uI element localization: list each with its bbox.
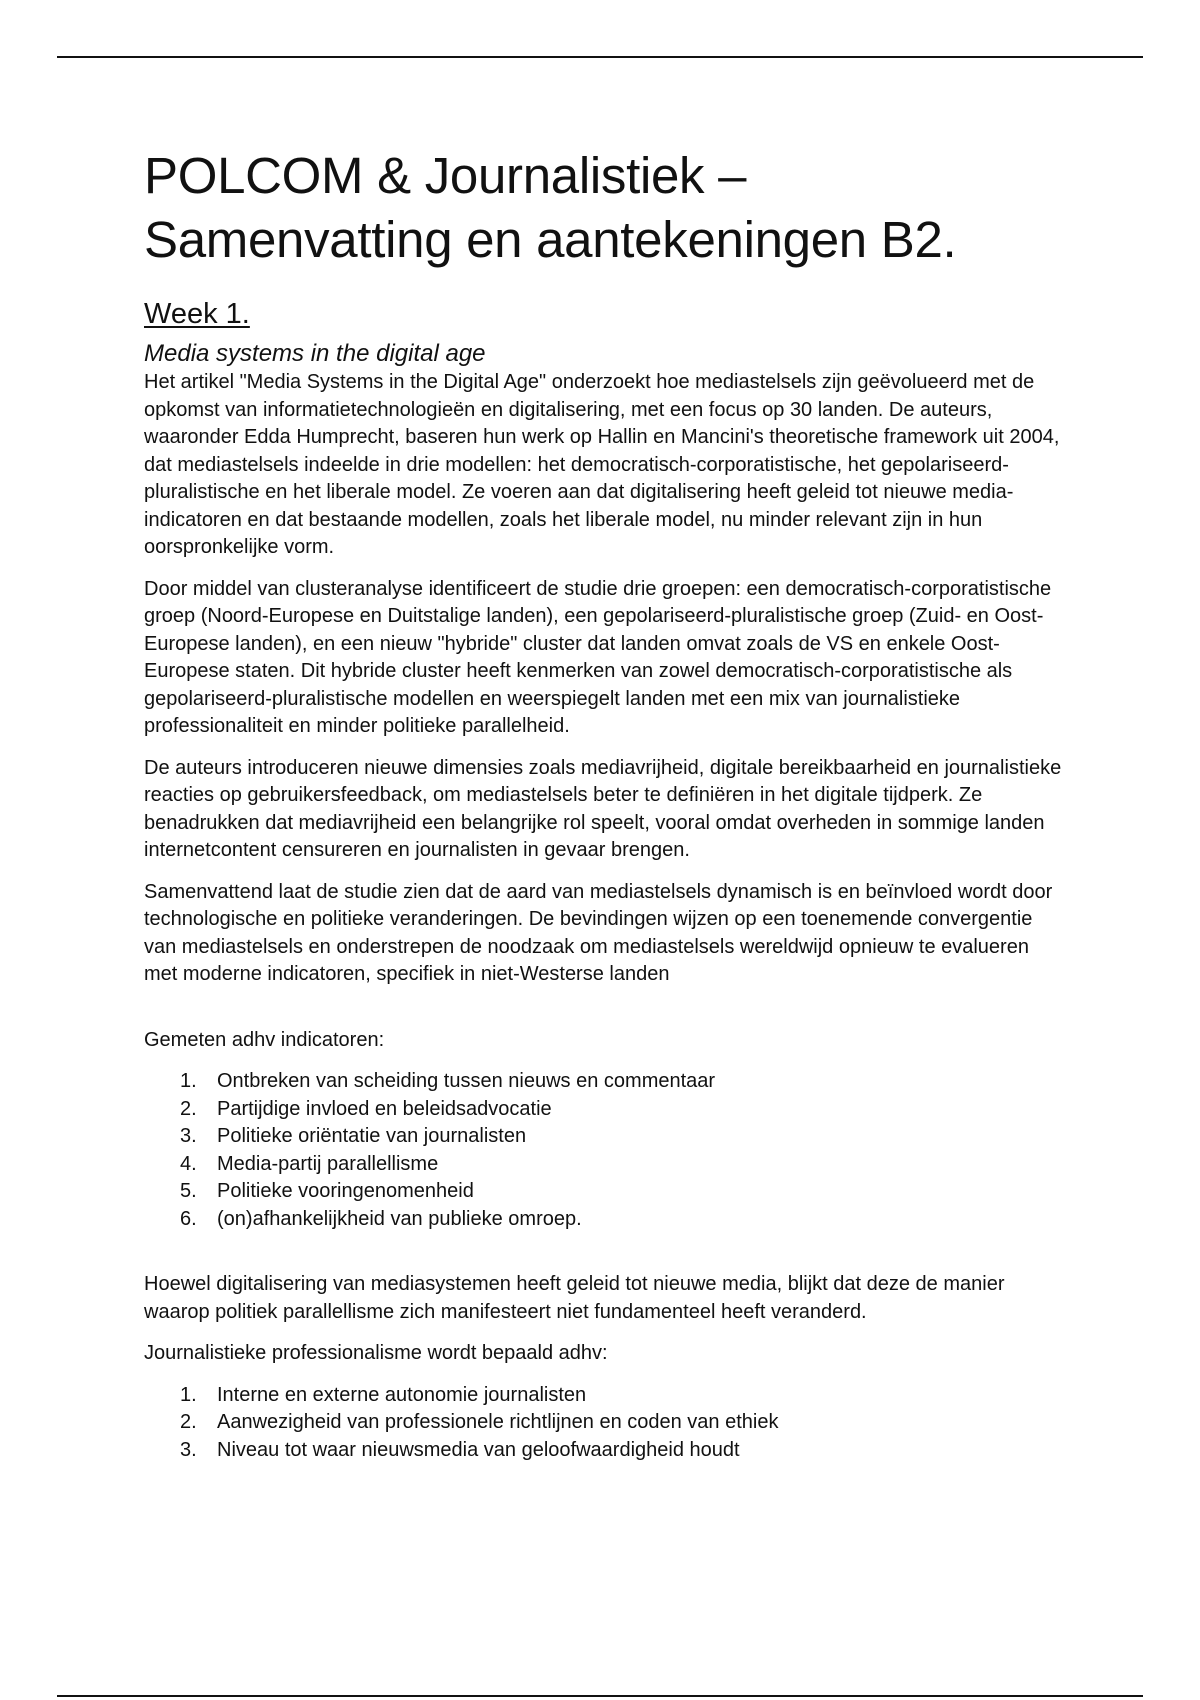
indicators-list: [144, 1068, 1064, 1233]
list-item: 4. Media-partij parallellisme: [180, 1152, 439, 1175]
list-item: 1. Interne en externe autonomie journalisten: [180, 1383, 587, 1406]
section-title: Media systems in the digital age: [144, 340, 486, 367]
header-rule: [57, 56, 1143, 58]
list-item: 6. (on)afhankelijkheid van publieke omroep.: [180, 1207, 582, 1230]
document-body: [144, 144, 1064, 1464]
paragraph-3: De auteurs introduceren nieuwe dimensies zoals mediavrijheid, digitale bereikbaarheid en journalistieke reacties op gebruikersfeedback, om mediastelsels beter te definiëren in het digitale tijdperk. Ze benadrukken dat mediavrijheid een belangrijke rol speelt, vooral omdat overheden in sommige landen internetcontent censureren en journalisten in gevaar brengen.: [144, 756, 1062, 861]
week-heading: Week 1.: [144, 298, 250, 330]
paragraph-1: Het artikel "Media Systems in the Digital Age" onderzoekt hoe mediastelsels zijn geëvolueerd met de opkomst van informatietechnologieën en digitalisering, met een focus op 30 landen. De auteurs, waaronder Edda Humprecht, baseren hun werk op Hallin en Mancini's theoretische framework uit 2004, dat mediastelsels indeelde in drie modellen: het democratisch-corporatistische, het gepolariseerd-pluralistische en het liberale model. Ze voeren aan dat digitalisering heeft geleid tot nieuwe media-indicatoren en dat bestaande modellen, zoals het liberale model, nu minder relevant zijn in hun oorspronkelijke vorm.: [144, 371, 1060, 558]
list-item: 3. Niveau tot waar nieuwsmedia van geloofwaardigheid houdt: [180, 1438, 740, 1461]
document-title: POLCOM & Journalistiek – Samenvatting en aantekeningen B2.: [144, 147, 957, 268]
indicators-intro: Gemeten adhv indicatoren:: [144, 1028, 385, 1051]
list-item: 3. Politieke oriëntatie van journalisten: [180, 1125, 527, 1147]
professionalism-intro: Journalistieke professionalisme wordt bepaald adhv:: [144, 1342, 608, 1364]
list-item: 5. Politieke vooringenomenheid: [180, 1180, 474, 1202]
footer-rule: [57, 1695, 1143, 1697]
professionalism-list: [144, 1382, 1064, 1465]
paragraph-2: Door middel van clusteranalyse identificeert de studie drie groepen: een democratisch-corporatistische groep (Noord-Europese en Duitstalige landen), een gepolariseerd-pluralistische groep (Zuid- en Oost-Europese landen), en een nieuw "hybride" cluster dat landen omvat zoals de VS en enkele Oost-Europese staten. Dit hybride cluster heeft kenmerken van zowel democratisch-corporatistische als gepolariseerd-pluralistische modellen en weerspiegelt landen met een mix van journalistieke professionaliteit en minder politieke parallelheid.: [144, 577, 1052, 737]
digital-note: Hoewel digitalisering van mediasystemen heeft geleid tot nieuwe media, blijkt dat deze de manier waarop politiek parallellisme zich manifesteert niet fundamenteel heeft veranderd.: [144, 1273, 1005, 1323]
list-item: 2. Aanwezigheid van professionele richtlijnen en coden van ethiek: [180, 1411, 779, 1433]
list-item: 2. Partijdige invloed en beleidsadvocatie: [180, 1097, 552, 1120]
list-item: 1. Ontbreken van scheiding tussen nieuws en commentaar: [180, 1070, 716, 1092]
paragraph-4: Samenvattend laat de studie zien dat de aard van mediastelsels dynamisch is en beïnvloed wordt door technologische en politieke veranderingen. De bevindingen wijzen op een toenemende convergentie van mediastelsels en onderstrepen de noodzaak om mediastelsels wereldwijd opnieuw te evalueren met moderne indicatoren, specifiek in niet-Westerse landen: [144, 880, 1053, 985]
